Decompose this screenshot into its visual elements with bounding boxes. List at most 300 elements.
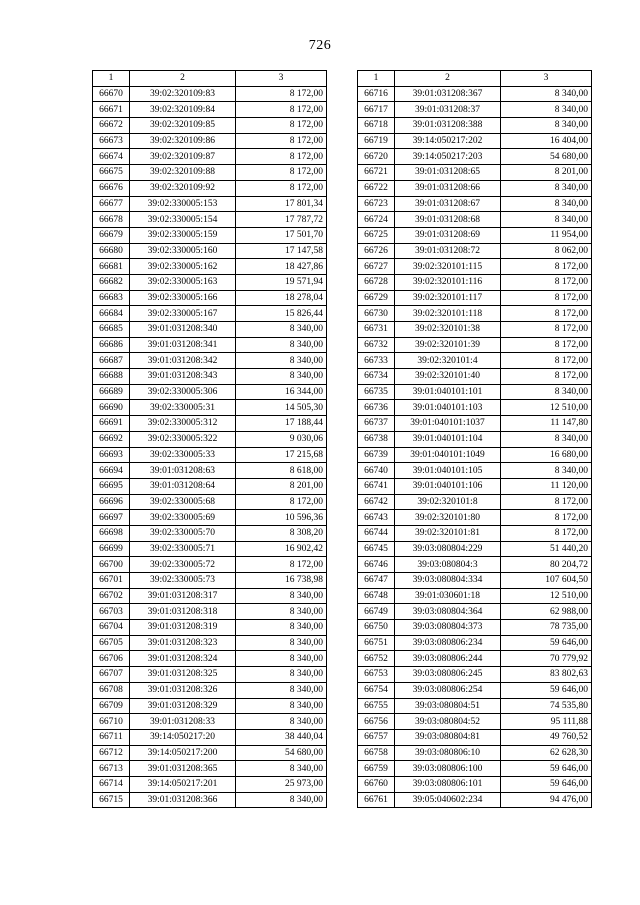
table-row [93, 290, 327, 306]
table-row [358, 776, 592, 792]
cadastral-number: 39:01:040101:103 [395, 400, 501, 416]
table-row [93, 322, 327, 338]
table-row [358, 651, 592, 667]
row-number: 66736 [358, 400, 395, 416]
value: 8 172,00 [236, 118, 327, 134]
value: 9 030,06 [236, 431, 327, 447]
value: 8 062,00 [501, 243, 592, 259]
value: 16 680,00 [501, 447, 592, 463]
table-row [93, 306, 327, 322]
value: 51 440,20 [501, 541, 592, 557]
cadastral-number: 39:02:320101:81 [395, 525, 501, 541]
value: 8 172,00 [501, 259, 592, 275]
row-number: 66719 [358, 133, 395, 149]
value: 8 340,00 [236, 604, 327, 620]
row-number: 66745 [358, 541, 395, 557]
value: 8 340,00 [236, 651, 327, 667]
cadastral-number: 39:02:320101:38 [395, 322, 501, 338]
table-row [358, 353, 592, 369]
value: 17 501,70 [236, 227, 327, 243]
cadastral-number: 39:01:031208:323 [130, 635, 236, 651]
cadastral-number: 39:01:031208:341 [130, 337, 236, 353]
cadastral-number: 39:02:320109:85 [130, 118, 236, 134]
row-number: 66686 [93, 337, 130, 353]
cadastral-number: 39:01:040101:105 [395, 463, 501, 479]
table-row [93, 416, 327, 432]
row-number: 66754 [358, 682, 395, 698]
row-number: 66738 [358, 431, 395, 447]
value: 17 801,34 [236, 196, 327, 212]
table-row [93, 478, 327, 494]
cadastral-number: 39:01:031208:325 [130, 667, 236, 683]
row-number: 66743 [358, 510, 395, 526]
cadastral-number: 39:02:320109:86 [130, 133, 236, 149]
cadastral-number: 39:02:320109:88 [130, 165, 236, 181]
cadastral-number: 39:02:320101:39 [395, 337, 501, 353]
value: 8 172,00 [236, 149, 327, 165]
row-number: 66685 [93, 322, 130, 338]
value: 95 111,88 [501, 714, 592, 730]
value: 8 340,00 [236, 761, 327, 777]
column-header-number: 1 [93, 71, 130, 87]
value: 59 646,00 [501, 682, 592, 698]
value: 8 172,00 [236, 133, 327, 149]
table-row [358, 588, 592, 604]
value: 14 505,30 [236, 400, 327, 416]
cadastral-number: 39:02:320101:115 [395, 259, 501, 275]
row-number: 66716 [358, 86, 395, 102]
cadastral-number: 39:01:031208:65 [395, 165, 501, 181]
table-row [93, 620, 327, 636]
cadastral-number: 39:03:080806:254 [395, 682, 501, 698]
cadastral-number: 39:01:040101:1037 [395, 416, 501, 432]
row-number: 66730 [358, 306, 395, 322]
row-number: 66699 [93, 541, 130, 557]
row-number: 66739 [358, 447, 395, 463]
cadastral-number: 39:02:330005:31 [130, 400, 236, 416]
cadastral-number: 39:01:031208:326 [130, 682, 236, 698]
row-number: 66688 [93, 369, 130, 385]
cadastral-number: 39:01:031208:366 [130, 792, 236, 808]
table-row [93, 745, 327, 761]
value: 10 596,36 [236, 510, 327, 526]
left-table-body [93, 86, 327, 808]
cadastral-number: 39:02:320101:8 [395, 494, 501, 510]
value: 8 340,00 [236, 588, 327, 604]
row-number: 66727 [358, 259, 395, 275]
cadastral-number: 39:01:031208:63 [130, 463, 236, 479]
table-row [93, 86, 327, 102]
row-number: 66722 [358, 180, 395, 196]
cadastral-number: 39:01:040101:106 [395, 478, 501, 494]
table-row [93, 698, 327, 714]
value: 94 476,00 [501, 792, 592, 808]
row-number: 66760 [358, 776, 395, 792]
row-number: 66682 [93, 274, 130, 290]
row-number: 66720 [358, 149, 395, 165]
cadastral-number: 39:02:330005:160 [130, 243, 236, 259]
row-number: 66712 [93, 745, 130, 761]
cadastral-number: 39:01:031208:64 [130, 478, 236, 494]
table-row [358, 369, 592, 385]
cadastral-number: 39:01:040101:101 [395, 384, 501, 400]
value: 8 172,00 [501, 494, 592, 510]
value: 17 215,68 [236, 447, 327, 463]
value: 8 172,00 [236, 180, 327, 196]
cadastral-number: 39:01:040101:104 [395, 431, 501, 447]
row-number: 66752 [358, 651, 395, 667]
row-number: 66725 [358, 227, 395, 243]
row-number: 66696 [93, 494, 130, 510]
cadastral-number: 39:01:031208:68 [395, 212, 501, 228]
cadastral-number: 39:03:080806:244 [395, 651, 501, 667]
row-number: 66731 [358, 322, 395, 338]
row-number: 66755 [358, 698, 395, 714]
value: 8 340,00 [236, 714, 327, 730]
row-number: 66732 [358, 337, 395, 353]
value: 12 510,00 [501, 400, 592, 416]
row-number: 66680 [93, 243, 130, 259]
cadastral-number: 39:01:031208:388 [395, 118, 501, 134]
cadastral-number: 39:01:031208:329 [130, 698, 236, 714]
cadastral-number: 39:02:330005:72 [130, 557, 236, 573]
table-row [358, 525, 592, 541]
table-row [93, 400, 327, 416]
row-number: 66714 [93, 776, 130, 792]
table-row [358, 86, 592, 102]
row-number: 66749 [358, 604, 395, 620]
value: 83 802,63 [501, 667, 592, 683]
row-number: 66687 [93, 353, 130, 369]
row-number: 66724 [358, 212, 395, 228]
value: 8 340,00 [501, 384, 592, 400]
table-row [93, 525, 327, 541]
table-row [93, 447, 327, 463]
table-row [358, 196, 592, 212]
value: 8 172,00 [501, 306, 592, 322]
value: 12 510,00 [501, 588, 592, 604]
row-number: 66711 [93, 729, 130, 745]
value: 11 954,00 [501, 227, 592, 243]
row-number: 66737 [358, 416, 395, 432]
table-row [93, 227, 327, 243]
row-number: 66670 [93, 86, 130, 102]
value: 16 404,00 [501, 133, 592, 149]
table-row [358, 667, 592, 683]
value: 17 147,58 [236, 243, 327, 259]
value: 54 680,00 [236, 745, 327, 761]
value: 8 340,00 [236, 792, 327, 808]
row-number: 66756 [358, 714, 395, 730]
table-row [358, 322, 592, 338]
value: 8 340,00 [501, 180, 592, 196]
cadastral-number: 39:01:031208:365 [130, 761, 236, 777]
value: 8 340,00 [236, 353, 327, 369]
cadastral-number: 39:03:080806:234 [395, 635, 501, 651]
cadastral-number: 39:03:080804:51 [395, 698, 501, 714]
row-number: 66744 [358, 525, 395, 541]
row-number: 66673 [93, 133, 130, 149]
value: 62 988,00 [501, 604, 592, 620]
row-number: 66757 [358, 729, 395, 745]
value: 8 340,00 [236, 635, 327, 651]
row-number: 66729 [358, 290, 395, 306]
cadastral-number: 39:01:031208:367 [395, 86, 501, 102]
row-number: 66697 [93, 510, 130, 526]
table-row [358, 447, 592, 463]
right-table-body [358, 86, 592, 808]
table-row [358, 416, 592, 432]
table-row [93, 196, 327, 212]
row-number: 66679 [93, 227, 130, 243]
value: 16 738,98 [236, 573, 327, 589]
value: 11 120,00 [501, 478, 592, 494]
row-number: 66740 [358, 463, 395, 479]
cadastral-number: 39:03:080806:101 [395, 776, 501, 792]
cadastral-number: 39:02:330005:68 [130, 494, 236, 510]
cadastral-number: 39:02:320101:116 [395, 274, 501, 290]
cadastral-number: 39:02:320101:118 [395, 306, 501, 322]
table-row [358, 494, 592, 510]
value: 80 204,72 [501, 557, 592, 573]
cadastral-number: 39:02:320109:83 [130, 86, 236, 102]
table-row [358, 431, 592, 447]
value: 19 571,94 [236, 274, 327, 290]
row-number: 66675 [93, 165, 130, 181]
cadastral-number: 39:14:050217:203 [395, 149, 501, 165]
value: 8 340,00 [501, 86, 592, 102]
table-row [93, 635, 327, 651]
value: 70 779,92 [501, 651, 592, 667]
table-row [358, 259, 592, 275]
table-row [358, 714, 592, 730]
table-row [93, 729, 327, 745]
cadastral-number: 39:01:031208:340 [130, 322, 236, 338]
cadastral-number: 39:02:320109:87 [130, 149, 236, 165]
value: 8 340,00 [501, 431, 592, 447]
value: 8 308,20 [236, 525, 327, 541]
table-row [358, 510, 592, 526]
cadastral-number: 39:03:080804:364 [395, 604, 501, 620]
value: 18 427,86 [236, 259, 327, 275]
table-row [93, 510, 327, 526]
column-header-number: 1 [358, 71, 395, 87]
table-row [358, 761, 592, 777]
table-row [93, 604, 327, 620]
table-row [93, 541, 327, 557]
row-number: 66692 [93, 431, 130, 447]
cadastral-number: 39:02:330005:162 [130, 259, 236, 275]
value: 8 340,00 [236, 369, 327, 385]
table-row [93, 369, 327, 385]
table-row [93, 337, 327, 353]
table-row [93, 776, 327, 792]
table-row [93, 714, 327, 730]
cadastral-number: 39:01:031208:319 [130, 620, 236, 636]
cadastral-number: 39:02:330005:71 [130, 541, 236, 557]
row-number: 66689 [93, 384, 130, 400]
table-row [358, 698, 592, 714]
table-row [358, 227, 592, 243]
cadastral-number: 39:14:050217:201 [130, 776, 236, 792]
row-number: 66741 [358, 478, 395, 494]
table-row [358, 400, 592, 416]
value: 8 340,00 [236, 667, 327, 683]
row-number: 66748 [358, 588, 395, 604]
table-row [93, 682, 327, 698]
value: 8 172,00 [236, 557, 327, 573]
table-row [93, 651, 327, 667]
row-number: 66717 [358, 102, 395, 118]
value: 62 628,30 [501, 745, 592, 761]
value: 25 973,00 [236, 776, 327, 792]
value: 8 172,00 [501, 337, 592, 353]
table-row [93, 259, 327, 275]
table-row [358, 212, 592, 228]
table-row [358, 165, 592, 181]
column-header-cadastral: 2 [395, 71, 501, 87]
table-row [358, 133, 592, 149]
value: 16 902,42 [236, 541, 327, 557]
table-row [358, 463, 592, 479]
cadastral-number: 39:03:080804:373 [395, 620, 501, 636]
row-number: 66750 [358, 620, 395, 636]
cadastral-number: 39:01:030601:18 [395, 588, 501, 604]
row-number: 66695 [93, 478, 130, 494]
value: 8 340,00 [501, 196, 592, 212]
cadastral-number: 39:02:330005:306 [130, 384, 236, 400]
table-row [93, 133, 327, 149]
row-number: 66706 [93, 651, 130, 667]
cadastral-number: 39:03:080804:3 [395, 557, 501, 573]
cadastral-number: 39:03:080806:245 [395, 667, 501, 683]
row-number: 66735 [358, 384, 395, 400]
table-row [93, 761, 327, 777]
table-row [358, 180, 592, 196]
row-number: 66723 [358, 196, 395, 212]
row-number: 66693 [93, 447, 130, 463]
row-number: 66684 [93, 306, 130, 322]
table-row [93, 431, 327, 447]
value: 8 340,00 [236, 698, 327, 714]
cadastral-number: 39:02:320101:4 [395, 353, 501, 369]
value: 8 172,00 [501, 510, 592, 526]
value: 8 201,00 [501, 165, 592, 181]
value: 15 826,44 [236, 306, 327, 322]
value: 8 172,00 [501, 525, 592, 541]
row-number: 66734 [358, 369, 395, 385]
value: 8 340,00 [236, 682, 327, 698]
value: 17 787,72 [236, 212, 327, 228]
right-table [357, 70, 592, 808]
value: 8 340,00 [236, 322, 327, 338]
table-row [358, 557, 592, 573]
cadastral-number: 39:01:040101:1049 [395, 447, 501, 463]
table-row [93, 102, 327, 118]
row-number: 66742 [358, 494, 395, 510]
cadastral-number: 39:02:320101:40 [395, 369, 501, 385]
value: 17 188,44 [236, 416, 327, 432]
cadastral-number: 39:02:330005:163 [130, 274, 236, 290]
row-number: 66681 [93, 259, 130, 275]
table-row [358, 290, 592, 306]
table-row [358, 337, 592, 353]
row-number: 66703 [93, 604, 130, 620]
table-row [93, 557, 327, 573]
row-number: 66674 [93, 149, 130, 165]
table-row [358, 604, 592, 620]
row-number: 66715 [93, 792, 130, 808]
cadastral-number: 39:01:031208:33 [130, 714, 236, 730]
value: 16 344,00 [236, 384, 327, 400]
cadastral-number: 39:02:330005:69 [130, 510, 236, 526]
table-row [93, 243, 327, 259]
cadastral-number: 39:03:080806:100 [395, 761, 501, 777]
row-number: 66672 [93, 118, 130, 134]
table-row [358, 118, 592, 134]
table-row [93, 165, 327, 181]
cadastral-number: 39:01:031208:37 [395, 102, 501, 118]
table-row [358, 274, 592, 290]
table-row [358, 149, 592, 165]
table-row [93, 792, 327, 808]
cadastral-number: 39:01:031208:69 [395, 227, 501, 243]
table-row [358, 682, 592, 698]
value: 11 147,80 [501, 416, 592, 432]
value: 8 172,00 [236, 165, 327, 181]
table-row [93, 118, 327, 134]
value: 8 340,00 [501, 118, 592, 134]
table-row [93, 149, 327, 165]
row-number: 66746 [358, 557, 395, 573]
cadastral-number: 39:02:320101:117 [395, 290, 501, 306]
value: 49 760,52 [501, 729, 592, 745]
value: 54 680,00 [501, 149, 592, 165]
cadastral-number: 39:02:320109:84 [130, 102, 236, 118]
cadastral-number: 39:02:330005:159 [130, 227, 236, 243]
value: 8 172,00 [236, 494, 327, 510]
value: 59 646,00 [501, 635, 592, 651]
left-table [92, 70, 327, 808]
table-row [358, 729, 592, 745]
row-number: 66690 [93, 400, 130, 416]
table-row [93, 463, 327, 479]
table-row [93, 667, 327, 683]
row-number: 66758 [358, 745, 395, 761]
cadastral-number: 39:14:050217:202 [395, 133, 501, 149]
table-row [358, 478, 592, 494]
cadastral-number: 39:01:031208:318 [130, 604, 236, 620]
cadastral-number: 39:03:080804:81 [395, 729, 501, 745]
table-row [93, 573, 327, 589]
cadastral-number: 39:02:330005:322 [130, 431, 236, 447]
value: 74 535,80 [501, 698, 592, 714]
value: 8 340,00 [236, 620, 327, 636]
table-row [93, 494, 327, 510]
row-number: 66721 [358, 165, 395, 181]
value: 8 172,00 [501, 322, 592, 338]
cadastral-number: 39:02:320101:80 [395, 510, 501, 526]
cadastral-number: 39:01:031208:66 [395, 180, 501, 196]
row-number: 66705 [93, 635, 130, 651]
cadastral-number: 39:02:330005:153 [130, 196, 236, 212]
value: 8 172,00 [501, 369, 592, 385]
value: 8 340,00 [501, 212, 592, 228]
table-row [93, 588, 327, 604]
table-row [358, 573, 592, 589]
cadastral-number: 39:03:080806:10 [395, 745, 501, 761]
row-number: 66702 [93, 588, 130, 604]
